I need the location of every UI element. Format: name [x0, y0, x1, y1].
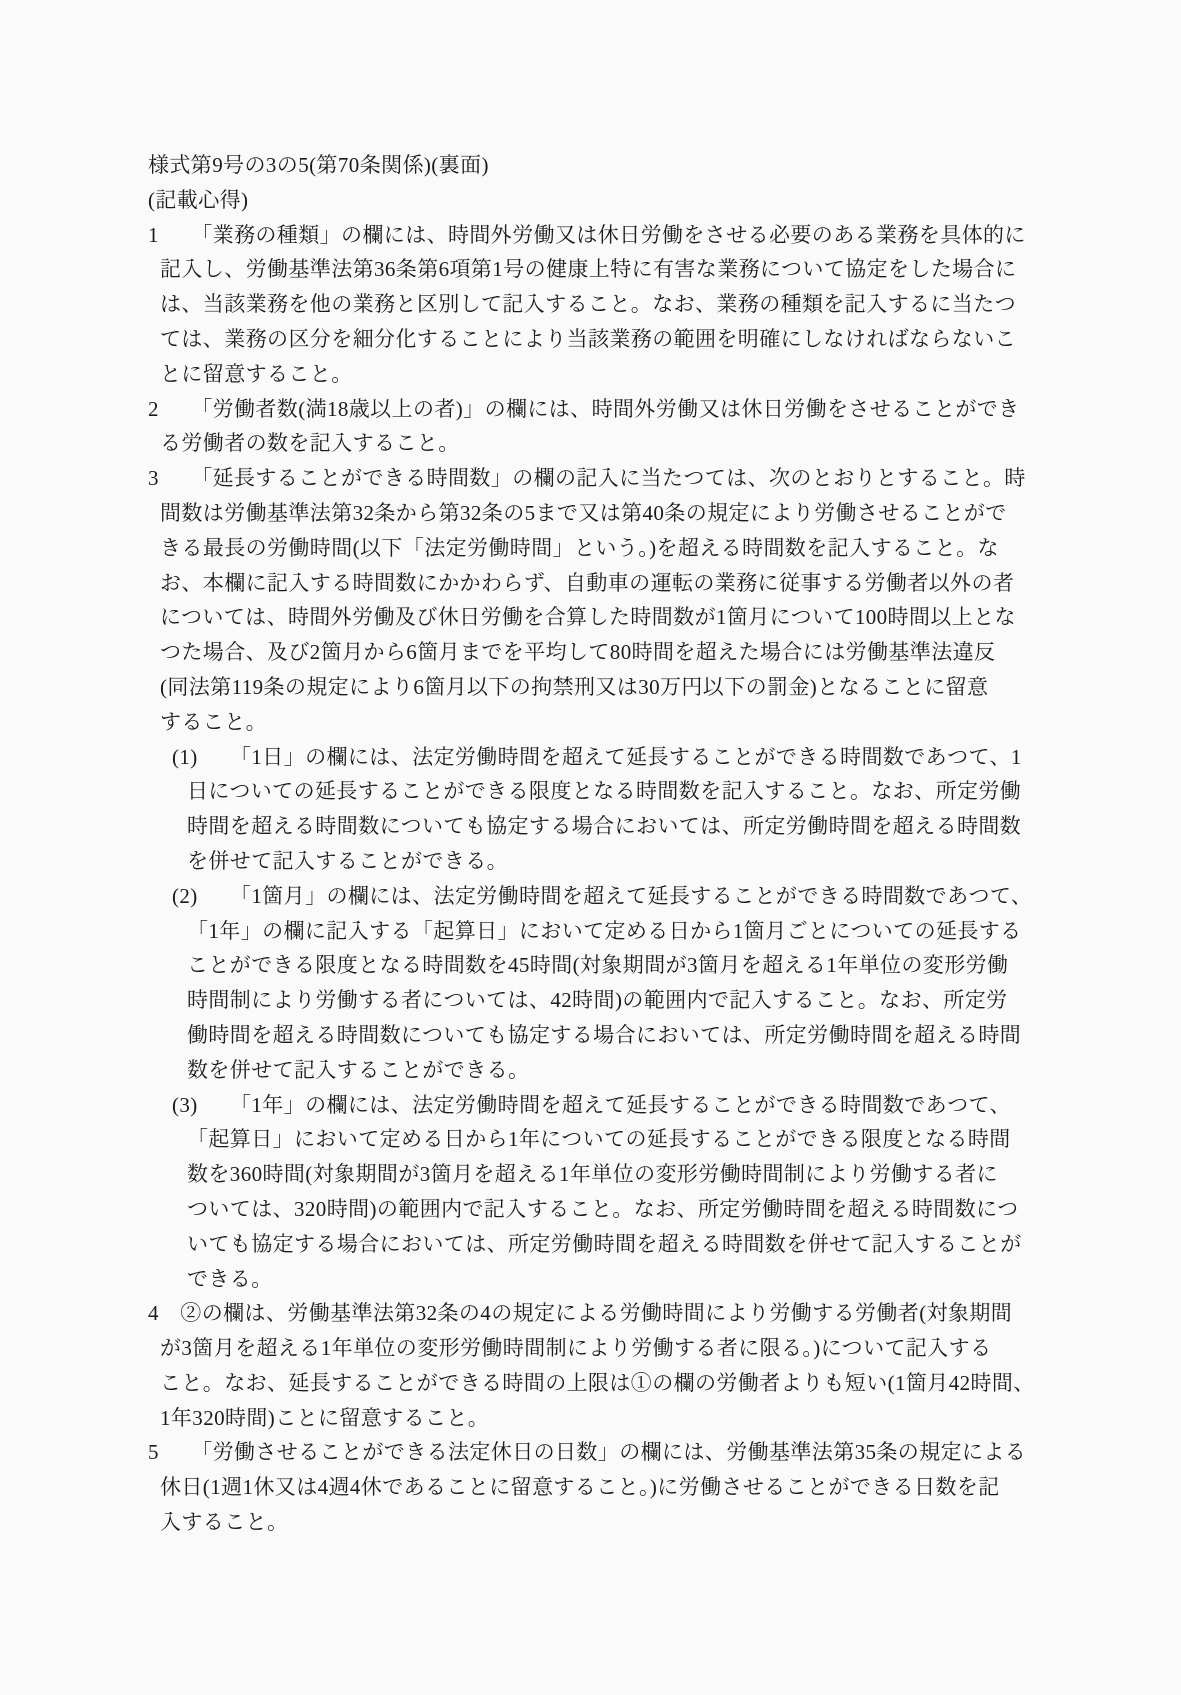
- document-body: [0, 218, 1181, 1540]
- text-line: 1年320時間)ことに留意すること。: [160, 1405, 490, 1430]
- document-content: [0, 148, 1181, 1540]
- text-line: とに留意すること。: [160, 361, 353, 386]
- text-line: 数を併せて記入することができる。: [187, 1057, 530, 1082]
- notes-heading: (記載心得): [148, 187, 249, 212]
- text-line: は、当該業務を他の業務と区別して記入すること。なお、業務の種類を記入するに当たつ: [160, 292, 1016, 317]
- text-line: 1 「業務の種類」の欄には、時間外労働又は休日労働をさせる必要のある業務を具体的に: [148, 222, 1026, 247]
- text-line: 4 ②の欄は、労働基準法第32条の4の規定による労働時間により労働する労働者(対象期間: [148, 1301, 1013, 1326]
- text-line: 日についての延長することができる限度となる時間数を記入すること。なお、所定労働: [187, 779, 1022, 804]
- text-line: については、時間外労働及び休日労働を合算した時間数が1箇月について100時間以上とな: [160, 605, 1016, 630]
- text-line: 5 「労働させることができる法定休日の日数」の欄には、労働基準法第35条の規定による: [148, 1440, 1027, 1465]
- text-line: 時間制により労働する者については、42時間)の範囲内で記入すること。なお、所定労: [187, 988, 1008, 1013]
- text-line: を併せて記入することができる。: [187, 848, 508, 873]
- text-line: る労働者の数を記入すること。: [160, 431, 460, 456]
- text-line: 2 「労働者数(満18歳以上の者)」の欄には、時間外労働又は休日労働をさせることができ: [148, 396, 1020, 421]
- text-line: 入すること。: [160, 1510, 289, 1535]
- text-line: つた場合、及び2箇月から6箇月までを平均して80時間を超えた場合には労働基準法違反: [160, 640, 996, 665]
- text-line: 「1年」の欄に記入する「起算日」において定める日から1箇月ごとについての延長する: [187, 918, 1022, 943]
- text-line: 働時間を超える時間数についても協定する場合においては、所定労働時間を超える時間: [187, 1022, 1022, 1047]
- text-line: 休日(1週1休又は4週4休であることに留意すること。)に労働させることができる日数を記: [160, 1475, 1000, 1500]
- text-line: が3箇月を超える1年単位の変形労働時間制により労働する者に限る。)について記入する: [160, 1336, 992, 1361]
- text-line: 「起算日」において定める日から1年についての延長することができる限度となる時間: [187, 1127, 1011, 1152]
- text-line: ては、業務の区分を細分化することにより当該業務の範囲を明確にしなければならないこ: [160, 326, 1016, 351]
- text-line: すること。: [160, 709, 267, 734]
- text-line: (2) 「1箇月」の欄には、法定労働時間を超えて延長することができる時間数であつて、: [172, 883, 1033, 908]
- text-line: きる最長の労働時間(以下「法定労働時間」という。)を超える時間数を記入すること。な: [160, 535, 999, 560]
- text-line: できる。: [187, 1266, 273, 1291]
- text-line: 3 「延長することができる時間数」の欄の記入に当たつては、次のとおりとすること。時: [148, 466, 1026, 491]
- text-line: ことができる限度となる時間数を45時間(対象期間が3箇月を超える1年単位の変形労働: [187, 953, 1009, 978]
- text-line: 間数は労働基準法第32条から第32条の5まで又は第40条の規定により労働させることがで: [160, 500, 1007, 525]
- text-line: いても協定する場合においては、所定労働時間を超える時間数を併せて記入することが: [187, 1231, 1022, 1256]
- text-line: 記入し、労働基準法第36条第6項第1号の健康上特に有害な業務について協定をした場合に: [160, 257, 1017, 282]
- text-line: (同法第119条の規定により6箇月以下の拘禁刑又は30万円以下の罰金)となることに留意: [160, 674, 989, 699]
- text-line: (1) 「1日」の欄には、法定労働時間を超えて延長することができる時間数であつて、1: [172, 744, 1022, 769]
- text-line: (3) 「1年」の欄には、法定労働時間を超えて延長することができる時間数であつて、: [172, 1092, 1011, 1117]
- text-line: ついては、320時間)の範囲内で記入すること。なお、所定労働時間を超える時間数につ: [187, 1196, 1019, 1221]
- text-line: こと。なお、延長することができる時間の上限は①の欄の労働者よりも短い(1箇月42時間、: [160, 1370, 1035, 1395]
- text-line: 時間を超える時間数についても協定する場合においては、所定労働時間を超える時間数: [187, 814, 1022, 839]
- text-line: お、本欄に記入する時間数にかかわらず、自動車の運転の業務に従事する労働者以外の者: [160, 570, 1015, 595]
- text-line: 数を360時間(対象期間が3箇月を超える1年単位の変形労働時間制により労働する者に: [187, 1162, 998, 1187]
- form-number-title: 様式第9号の3の5(第70条関係)(裏面): [148, 153, 489, 177]
